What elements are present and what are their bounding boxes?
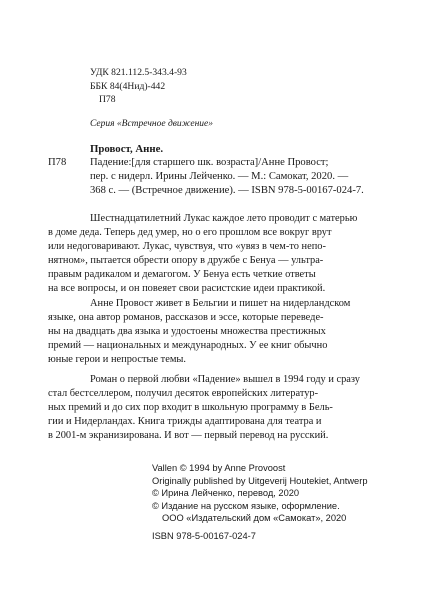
abstract-line: на все вопросы, и он повеяет свои расистские идеи практикой.: [48, 283, 326, 295]
abstract-paragraph-2: [48, 297, 412, 367]
classification-block: [90, 66, 187, 107]
abstract-line: или недоговаривают. Лукас, чувствуя, что «увяз в чем-то непо-: [48, 241, 326, 253]
isbn: ISBN 978-5-00167-024-7: [152, 531, 256, 541]
abstract-line: языке, она автор романов, рассказов и эссе, которые переведе-: [48, 312, 324, 324]
abstract-line: нятном», пытается обрести опору в дружбе с Бенуа — ультра-: [48, 255, 324, 267]
udk-code: УДК 821.112.5-343.4-93: [90, 67, 187, 78]
copyright-house: ООО «Издательский дом «Самокат», 2020: [162, 513, 347, 524]
abstract-line: Шестнадцатилетний Лукас каждое лето проводит с матерью: [90, 213, 358, 224]
copyright-original: Vallen © 1994 by Anne Provoost: [152, 463, 286, 473]
abstract-line: Анне Провост живет в Бельгии и пишет на нидерландском: [90, 298, 351, 309]
abstract-paragraph-3: [48, 373, 412, 443]
abstract-paragraph-1: [48, 212, 412, 297]
copyright-translation: © Ирина Лейченко, перевод, 2020: [152, 488, 300, 499]
abstract-line: ны на двадцать два языка и удостоены множества престижных: [48, 326, 326, 338]
bibliographic-record: [48, 156, 364, 199]
abstract-line: гии и Нидерландах. Книга трижды адаптирована для театра и: [48, 416, 322, 428]
biblio-line-2: пер. с нидерл. Ирины Лейченко. — М.: Самокат, 2020. —: [90, 171, 349, 183]
author-heading: Провост, Анне.: [90, 143, 164, 155]
abstract-line: ных премий и до сих пор входит в школьную программу в Бель-: [48, 402, 333, 414]
bbk-code: ББК 84(4Нид)-442: [90, 80, 166, 92]
abstract-line: Роман о первой любви «Падение» вышел в 1994 году и сразу: [90, 374, 360, 385]
copyright-publisher: Originally published by Uitgeverij Houtekiet, Antwerp: [152, 475, 368, 486]
copyright-block: [152, 462, 368, 525]
abstract-line: правым радикалом и демагогом. У Бенуа есть четкие ответы: [48, 269, 316, 281]
abstract-line: юные герои и непростые темы.: [48, 354, 186, 366]
abstract-line: в доме деда. Теперь дед умер, но о его прошлом все вокруг врут: [48, 227, 332, 239]
copyright-edition: © Издание на русском языке, оформление.: [152, 500, 340, 511]
abstract-line: стал бестселлером, получил десяток европейских литератур-: [48, 388, 319, 400]
series-line: Серия «Встречное движение»: [90, 119, 214, 129]
abstract-line: в 2001-м экранизирована. И вот — первый перевод на русский.: [48, 430, 329, 442]
biblio-line-1: П78 Падение:[для старшего шк. возраста]/Анне Провост;: [48, 156, 364, 170]
biblio-line-3: 368 с. — (Встречное движение). — ISBN 978-5-00167-024-7.: [90, 185, 364, 197]
author-sign: П78: [99, 94, 116, 105]
abstract-line: премий — национальных и международных. У ее книг обычно: [48, 340, 328, 352]
biblio-code: П78: [48, 157, 67, 168]
